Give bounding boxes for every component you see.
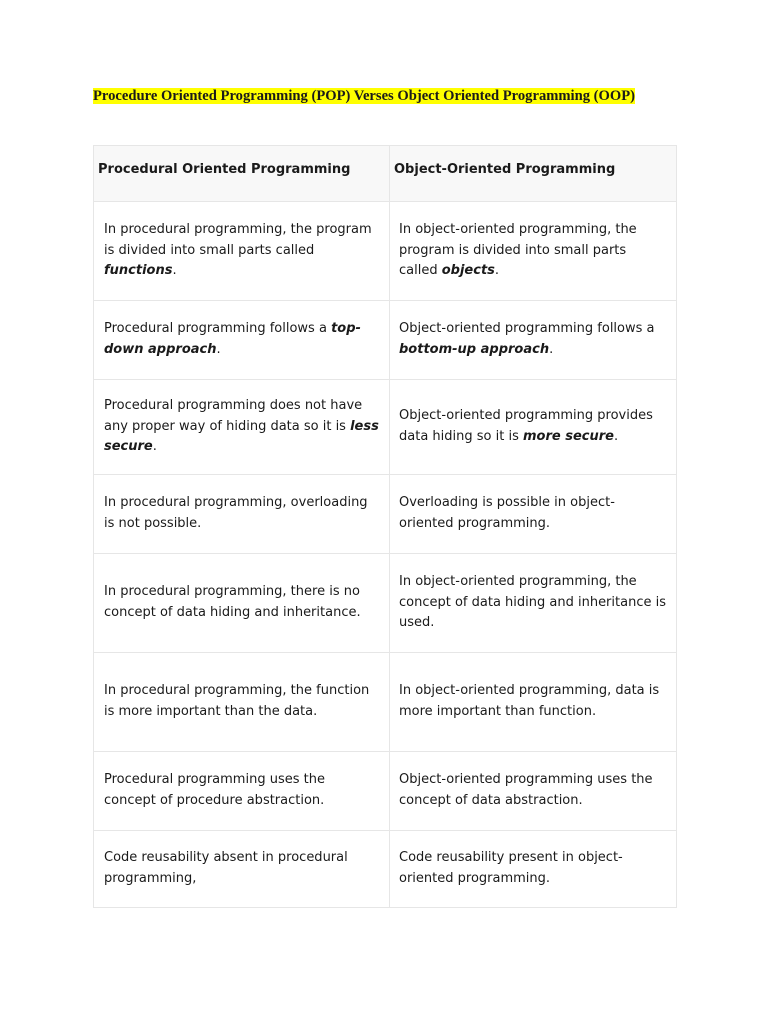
oop-cell: Object-oriented programming uses the concept of data abstraction. xyxy=(390,752,677,831)
cell-emphasis: more secure xyxy=(522,429,614,444)
oop-cell: Overloading is possible in object-oriented programming. xyxy=(390,475,677,554)
cell-text: Procedural programming follows a xyxy=(104,321,332,337)
cell-text: In object-oriented programming, the program is divided into small parts called xyxy=(399,221,637,279)
cell-emphasis: top-down approach xyxy=(104,321,361,357)
cell-suffix: . xyxy=(549,342,554,357)
pop-cell: Procedural programming uses the concept of procedure abstraction. xyxy=(94,752,390,831)
table-row xyxy=(94,554,677,653)
cell-emphasis: functions xyxy=(104,263,173,279)
cell-suffix: . xyxy=(613,429,619,444)
pop-cell: In procedural programming, there is no concept of data hiding and inheritance. xyxy=(94,554,390,653)
table-header-row xyxy=(94,146,677,202)
cell-text: Procedural programming does not have any proper way of hiding data so it is xyxy=(104,397,363,434)
comparison-table xyxy=(93,145,677,908)
oop-cell: Code reusability present in object-oriented programming. xyxy=(390,831,677,908)
pop-cell: In procedural programming, the function is more important than the data. xyxy=(94,653,390,752)
table-row xyxy=(94,475,677,554)
cell-emphasis: objects xyxy=(441,263,495,279)
table-row xyxy=(94,752,677,831)
table-row xyxy=(94,202,677,301)
pop-cell xyxy=(94,380,390,475)
cell-text: In procedural programming, the program is divided into small parts called xyxy=(104,221,372,258)
pop-cell: Code reusability absent in procedural programming, xyxy=(94,831,390,908)
pop-cell xyxy=(94,301,390,380)
oop-cell xyxy=(390,202,677,301)
document-title-text: Procedure Oriented Programming (POP) Verses Object Oriented Programming (OOP) xyxy=(93,88,636,104)
cell-text: Object-oriented programming provides data hiding so it is xyxy=(399,408,653,444)
pop-cell: In procedural programming, overloading is not possible. xyxy=(94,475,390,554)
cell-text: Object-oriented programming follows a xyxy=(399,321,655,337)
cell-emphasis: bottom-up approach xyxy=(399,342,550,357)
cell-suffix: . xyxy=(216,342,221,357)
header-pop: Procedural Oriented Programming xyxy=(94,146,390,202)
header-oop: Object-Oriented Programming xyxy=(390,146,677,202)
table-row xyxy=(94,380,677,475)
table-row xyxy=(94,653,677,752)
cell-emphasis: less secure xyxy=(104,418,379,455)
oop-cell: In object-oriented programming, data is more important than function. xyxy=(390,653,677,752)
cell-suffix: . xyxy=(172,263,177,279)
oop-cell: In object-oriented programming, the concept of data hiding and inheritance is used. xyxy=(390,554,677,653)
oop-cell xyxy=(390,380,677,475)
table-row xyxy=(94,301,677,380)
oop-cell xyxy=(390,301,677,380)
cell-suffix: . xyxy=(494,263,500,279)
document-title xyxy=(93,87,635,105)
table-row xyxy=(94,831,677,908)
cell-suffix: . xyxy=(152,439,157,455)
pop-cell xyxy=(94,202,390,301)
